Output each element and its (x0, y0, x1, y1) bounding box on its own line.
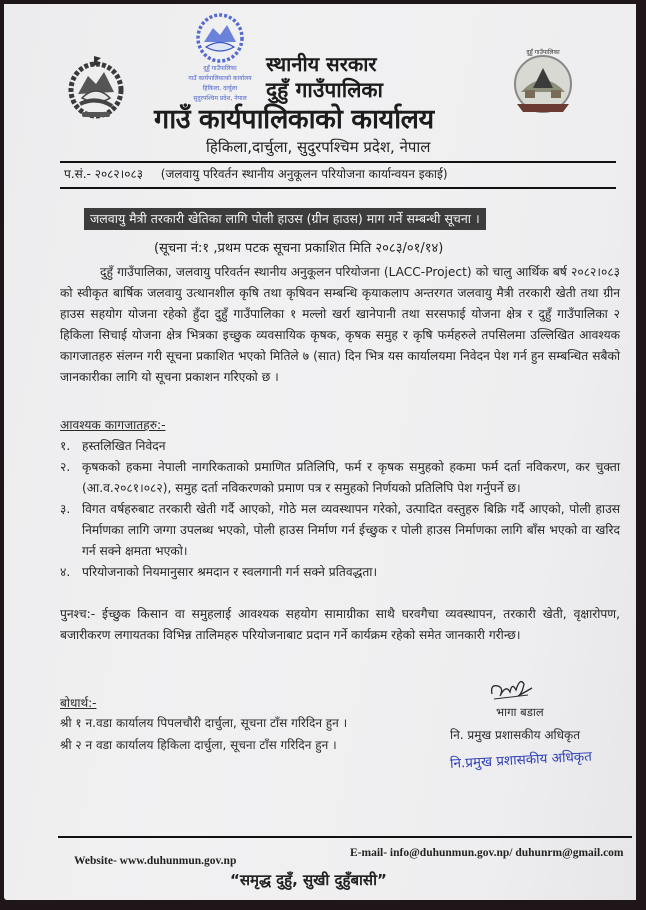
cc-item: श्री १ न.वडा कार्यालय पिपलचौरी दार्चुला, सूचना टाँस गरिदिन हुन । (60, 716, 348, 730)
stamp-text-2: गाउँ कार्यपालिकाको कार्यालय (188, 75, 252, 82)
stamp-text-4: सुदुरपश्चिम प्रदेश, नेपाल (193, 95, 247, 102)
implementation-unit: (जलवायु परिवर्तन स्थानीय अनुकूलन परियोजना कार्यान्वयन इकाई) (160, 167, 448, 181)
signatory-name: भागा बडाल (496, 705, 544, 719)
signatory-seal: नि.प्रमुख प्रशासकीय अधिकृत (449, 748, 593, 772)
list-item (60, 436, 620, 457)
cc-item: श्री २ न वडा कार्यालय हिकिला दार्चुला, सूचना टाँस गरिदिन हुन । (60, 738, 337, 752)
list-item (60, 562, 620, 583)
footer-motto: “समृद्ध दुहुँ, सुखी दुहुँबासी” (230, 871, 387, 889)
postscript: पुनश्च:- ईच्छुक किसान वा समुहलाई आवश्यक सहयोग सामाग्रीका साथै घरवगैचा व्यवस्थापन, तरकारी खेती, वृक्षारोपण, बजारीकरण लगायतका विभिन्न तालिमहरु परियोजनाबाट प्रदान गर्ने कार्यक्रम रहेको समेत जानकारी गरीन्छ। (60, 607, 620, 642)
list-item-number: २. (60, 460, 71, 474)
header-local-government: स्थानीय सरकार (266, 52, 377, 76)
notice-title: जलवायु मैत्री तरकारी खेतिका लागि पोली हाउस (ग्रीन हाउस) माग गर्ने सम्बन्धी सूचना । (84, 208, 486, 230)
footer-website: Website- www.duhunmun.gov.np (74, 855, 237, 867)
list-item-text: कृषकको हकमा नेपाली नागरिकताको प्रमाणित प्रतिलिपि, फर्म र कृषक समुहको हकमा फर्म दर्ता नविकरण, कर चुक्ता (आ.व.२०८१।०८२), समुह दर्ता नविकरणको प्रमाण पत्र र समुहको निर्णयको प्रतिलिपि पेश गर्नुपर्ने छ। (82, 460, 620, 495)
header-divider-bottom (60, 187, 616, 189)
stamp-text-1: दुहुँ गाउँपालिका (203, 65, 237, 72)
list-item (60, 499, 620, 562)
header-municipality-name: दुहुँ गाउँपालिका (266, 78, 383, 102)
list-item-number: ३. (60, 502, 71, 516)
signature-icon (488, 676, 536, 702)
footer-divider (58, 836, 632, 838)
notice-subtitle: (सूचना नं:१ ,प्रथम पटक सूचना प्रकाशित मिति २०८३/०१/१४) (154, 241, 444, 256)
list-item-number: १. (60, 439, 71, 453)
requirements-list (60, 436, 620, 583)
list-item-number: ४. (60, 565, 71, 579)
municipality-logo-icon (509, 48, 577, 118)
reference-row (64, 166, 448, 183)
list-item-text: हस्तलिखित निवेदन (82, 439, 166, 453)
list-item-text: विगत वर्षहरुबाट तरकारी खेती गर्दै आएको, गोठे मल व्यवस्थापन गरेको, उत्पादित वस्तुहरु बिक्रि गर्दै आएको, पोली हाउस निर्माणका लागि जग्गा उपलब्ध भएको, पोली हाउस निर्माण गर्न ईच्छुक र पोली हाउस निर्माणका लागि बाँस भएको वा खरिद गर्न सक्ने क्षमता भएको। (82, 502, 620, 558)
notice-body: दुहुँ गाउँपालिका, जलवायु परिवर्तन स्थानीय अनुकूलन परियोजना (LACC-Project) को चालु आर्थिक बर्ष २०८२।०८३ को स्वीकृत बार्षिक जलवायु उत्थानशील कृषि तथा कृषिवन सम्बन्धि कृयाकलाप अन्तरगत जलवायु मैत्री तरकारी खेती तथा ग्रीन हाउस सहयोग योजना रहेको हुँदा दुहुँ गाउँपालिका १ मल्लो खर्रा खानेपानी तथा सरसफाई योजना क्षेत्र र दुहुँ गाउँपालिका २ हिकिला सिचाई योजना क्षेत्र भित्रका इच्छुक व्यवसायिक कृषक, कृषक समुह र कृषि फर्महरुले तपसिलमा उल्लिखित आवश्यक कागजातहरु संलग्न गरी सूचना प्रकाशित भएको मितिले ७ (सात) दिन भित्र यस कार्यालयमा निवेदन पेश गर्न हुन सम्बन्धित सबैको जानकारीका लागि यो सूचना प्रकाशन गरिएको छ । (60, 265, 620, 384)
stamp-text-3: हिकिला, दार्चुला (202, 85, 238, 92)
requirements-heading: आवश्यक कागजातहरु:- (60, 418, 166, 432)
header-address: हिकिला,दार्चुला, सुदुरपश्चिम प्रदेश, नेपाल (206, 138, 431, 156)
list-item-text: परियोजनाको नियमानुसार श्रमदान र स्वलगानी गर्न सक्ने प्रतिवद्धता। (82, 565, 378, 579)
signatory-title: नि. प्रमुख प्रशासकीय अधिकृत (450, 728, 581, 742)
nepal-government-emblem-icon (68, 54, 124, 120)
cc-heading: बोधार्थ:- (60, 696, 97, 710)
list-item (60, 457, 620, 499)
right-emblem-text: दुहुँ गाउँपालिका (526, 49, 560, 56)
reference-number: प.सं.- २०८२।०८३ (64, 167, 143, 181)
footer-email: E-mail- info@duhunmun.gov.np/ duhunrm@gmail.com (350, 847, 624, 859)
municipality-stamp-icon (178, 12, 262, 108)
header-divider-top (60, 161, 616, 163)
document-page (4, 4, 636, 900)
header-office-name: गाउँ कार्यपालिकाको कार्यालय (154, 104, 434, 135)
